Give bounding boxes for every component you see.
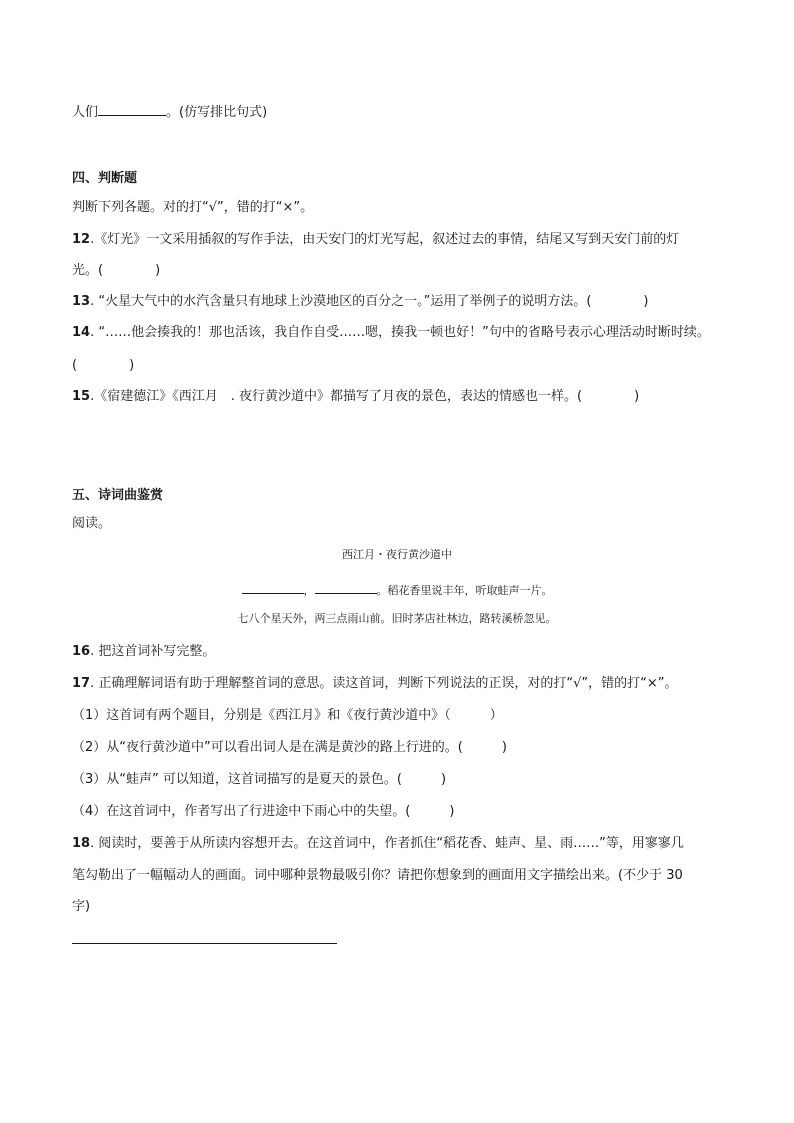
question-17-number: 17 (72, 676, 91, 691)
question-17-item-1[interactable]: （1）这首词有两个题目，分别是《西江月》和《夜行黄沙道中》（ ） (72, 708, 503, 723)
section-5-heading: 五、诗词曲鉴赏 (72, 488, 164, 503)
question-17-text: . 正确理解词语有助于理解整首词的意思。读这首词，判断下列说法的正误，对的打“√”，错的打“×”。 (90, 676, 678, 691)
question-17-item-2[interactable]: （2）从“夜行黄沙道中”可以看出词人是在满是黄沙的路上行进的。( ) (72, 740, 507, 755)
question-14-answer-paren[interactable]: ( ) (72, 358, 135, 373)
question-14-number: 14 (72, 325, 91, 340)
imitation-prefix: 人们 (72, 105, 99, 120)
question-16-text: . 把这首词补写完整。 (90, 644, 216, 659)
question-17-item-3[interactable]: （3）从“蛙声” 可以知道，这首词描写的是夏天的景色。( ) (72, 772, 447, 787)
poem-blank-1[interactable] (242, 579, 304, 594)
question-13[interactable] (72, 293, 648, 311)
question-12-text: .《灯光》一文采用插叙的写作手法，由天安门的灯光写起，叙述过去的事情，结尾又写到天安门前的灯 (90, 232, 680, 247)
question-13-text: . “火星大气中的水汽含量只有地球上沙漠地区的百分之一。”运用了举例子的说明方法。( ) (90, 294, 649, 309)
section-4-instruction: 判断下列各题。对的打“√”，错的打“×”。 (72, 200, 314, 215)
question-17 (72, 675, 677, 693)
question-16 (72, 643, 215, 661)
question-18 (72, 835, 684, 853)
imitation-answer-blank[interactable] (98, 101, 166, 116)
question-16-number: 16 (72, 644, 91, 659)
question-18-continuation-2: 字) (72, 899, 91, 914)
question-18-text: . 阅读时，要善于从所读内容想开去。在这首词中，作者抓住“稻花香、蛙声、星、雨……”等，用寥寥几 (90, 836, 684, 851)
question-17-item-4[interactable]: （4）在这首词中，作者写出了行进途中下雨心中的失望。( ) (72, 804, 455, 819)
section-5-instruction: 阅读。 (72, 516, 112, 531)
question-13-number: 13 (72, 294, 91, 309)
imitation-sentence-line (72, 101, 267, 122)
poem-line-2: 七八个星天外，两三点雨山前。旧时茅店社林边，路转溪桥忽见。 (237, 612, 557, 625)
question-15-text: .《宿建德江》《西江月 . 夜行黄沙道中》都描写了月夜的景色，表达的情感也一样。( ) (90, 389, 640, 404)
poem-line-1-separator: ， (303, 584, 315, 597)
question-18-answer-line[interactable] (72, 943, 337, 944)
poem-title: 西江月・夜行黄沙道中 (342, 548, 452, 561)
question-14-text: . “……他会揍我的！那也活该，我自作自受……嗯，揍我一顿也好！”句中的省略号表示心理活动时断时续。 (90, 325, 710, 340)
section-4-heading: 四、判断题 (72, 171, 138, 186)
question-15[interactable] (72, 388, 639, 406)
question-18-number: 18 (72, 836, 91, 851)
poem-blank-2[interactable] (315, 579, 377, 594)
question-12 (72, 231, 679, 249)
question-15-number: 15 (72, 389, 91, 404)
question-12-number: 12 (72, 232, 91, 247)
poem-line-1-rest: 。稻花香里说丰年，听取蛙声一片。 (376, 584, 553, 597)
question-12-continuation[interactable]: 光。( ) (72, 263, 161, 278)
question-14 (72, 324, 710, 342)
imitation-suffix: 。(仿写排比句式) (166, 105, 268, 120)
poem-line-1 (72, 579, 722, 599)
question-18-continuation: 笔勾勒出了一幅幅动人的画面。词中哪种景物最吸引你？请把你想象到的画面用文字描绘出来。(不少于 30 (72, 868, 683, 883)
